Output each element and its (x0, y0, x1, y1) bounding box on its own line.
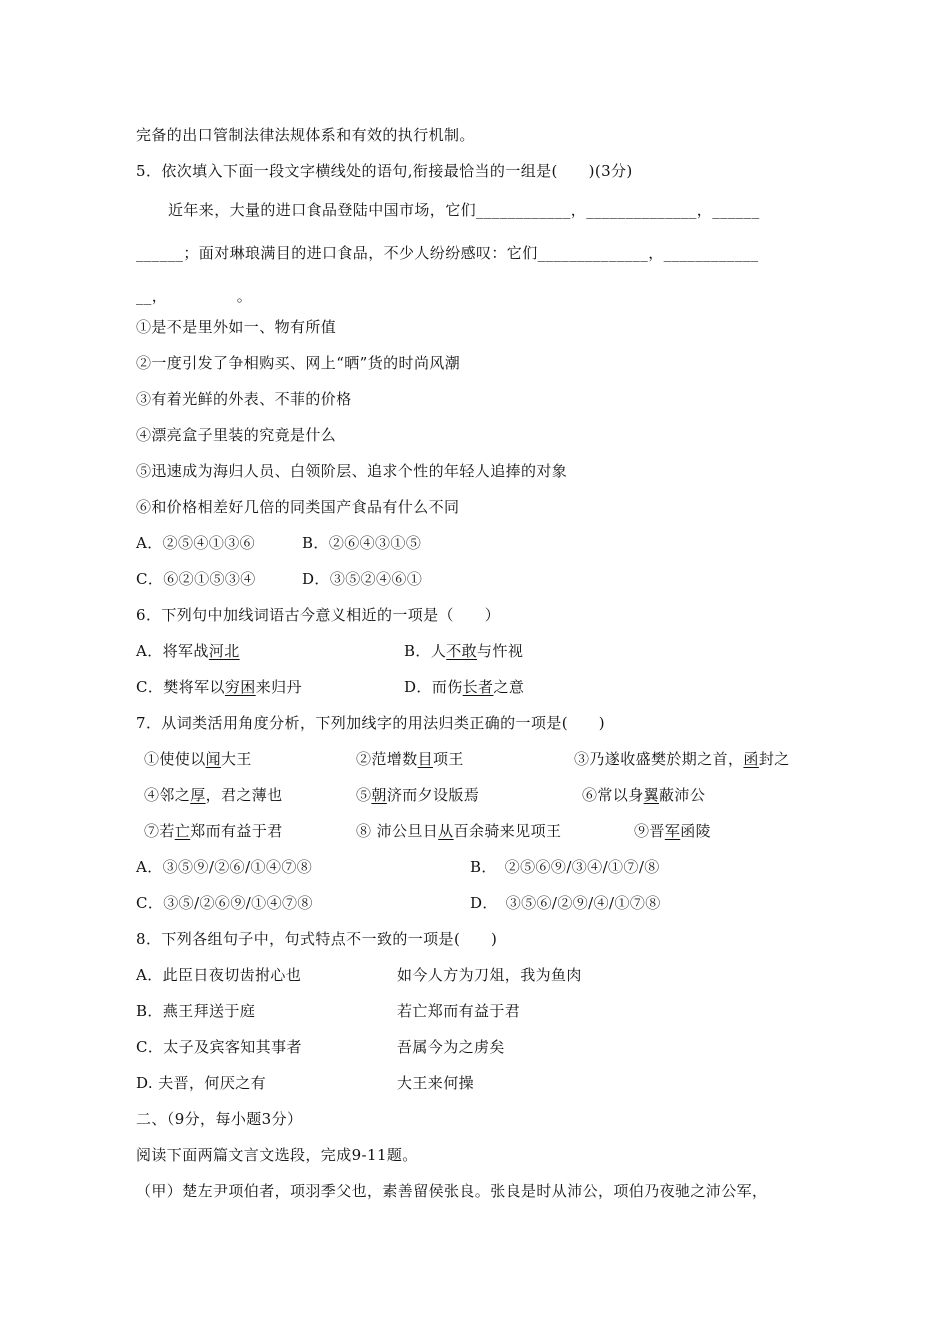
q6-option-d: D．而伤长者之意 (404, 678, 525, 696)
q7-item-8-underlined: 从 (438, 822, 454, 840)
q6-c-underlined-word: 穷困 (224, 678, 256, 696)
q5-paragraph-line-1: 近年来，大量的进口食品登陆中国市场，它们____________，______________，______ (168, 201, 760, 219)
q5-option-c: C．⑥②①⑤③④ (136, 570, 256, 588)
passage-jia-first-line: （甲）楚左尹项伯者，项羽季父也，素善留侯张良。张良是时从沛公，项伯乃夜驰之沛公军， (136, 1182, 768, 1200)
q7-item-5: ⑤朝济而夕设版焉 (356, 786, 480, 804)
q7-item-9: ⑨晋军函陵 (634, 822, 712, 840)
q7-item-2-underlined: 目 (417, 750, 434, 768)
section-2-instruction: 阅读下面两篇文言文选段，完成9-11题。 (136, 1146, 418, 1164)
q7-option-c: C．③⑤/②⑥⑨/①④⑦⑧ (136, 894, 313, 912)
q7-item-6: ⑥常以身翼蔽沛公 (582, 786, 706, 804)
q7-option-d: D． ③⑤⑥/②⑨/④/①⑦⑧ (470, 894, 661, 912)
q5-option-a: A．②⑤④①③⑥ (136, 534, 256, 552)
q7-option-b: B． ②⑤⑥⑨/③④/①⑦/⑧ (470, 858, 660, 876)
q5-option-d: D．③⑤②④⑥① (302, 570, 423, 588)
q6-b-underlined-word: 不敢 (446, 642, 478, 660)
q7-item-6-underlined: 翼 (643, 786, 660, 804)
q7-item-4: ④邻之厚，君之薄也 (144, 786, 283, 804)
q7-item-1: ①使使以闻大王 (144, 750, 252, 768)
section-2-header: 二、（9分，每小题3分） (136, 1110, 303, 1128)
q8-row-d-left: D. 夫晋，何厌之有 (136, 1074, 267, 1092)
q8-row-c-left: C．太子及宾客知其事者 (136, 1038, 302, 1056)
q5-option-b: B．②⑥④③①⑤ (302, 534, 422, 552)
q8-row-a-left: A．此臣日夜切齿拊心也 (136, 966, 302, 984)
q7-item-7-underlined: 亡 (174, 822, 191, 840)
q6-option-b: B．人不敢与忤视 (404, 642, 524, 660)
q6-stem: 6．下列句中加线词语古今意义相近的一项是（ ） (136, 606, 501, 624)
q7-item-2: ②范增数目项王 (356, 750, 464, 768)
q7-option-a: A．③⑤⑨/②⑥/①④⑦⑧ (136, 858, 313, 876)
q7-item-3-underlined: 函 (743, 750, 759, 768)
q6-option-a: A．将军战河北 (136, 642, 240, 660)
q8-stem: 8．下列各组句子中，句式特点不一致的一项是( ) (136, 930, 498, 948)
q8-row-b-right: 若亡郑而有益于君 (397, 1002, 521, 1020)
q5-item-6: ⑥和价格相差好几倍的同类国产食品有什么不同 (136, 498, 460, 516)
q7-item-5-underlined: 朝 (371, 786, 387, 804)
q7-item-7: ⑦若亡郑而有益于君 (144, 822, 283, 840)
q6-d-underlined-word: 长者 (462, 678, 494, 696)
q7-item-4-underlined: 厚 (190, 786, 206, 804)
q8-row-d-right: 大王来何操 (397, 1074, 475, 1092)
q7-item-8: ⑧ 沛公旦日从百余骑来见项王 (356, 822, 562, 840)
q6-option-c: C．樊将军以穷困来归丹 (136, 678, 302, 696)
q5-paragraph-line-3: __， 。 (136, 287, 253, 305)
q7-item-9-underlined: 军 (664, 822, 681, 840)
q8-row-c-right: 吾属今为之虏矣 (397, 1038, 505, 1056)
q5-item-1: ①是不是里外如一、物有所值 (136, 318, 337, 336)
q7-item-3: ③乃遂收盛樊於期之首，函封之 (574, 750, 790, 768)
q5-item-5: ⑤迅速成为海归人员、白领阶层、追求个性的年轻人追捧的对象 (136, 462, 568, 480)
q6-a-underlined-word: 河北 (208, 642, 240, 660)
q5-item-2: ②一度引发了争相购买、网上“晒”货的时尚风潮 (136, 354, 461, 372)
q8-row-b-left: B．燕王拜送于庭 (136, 1002, 256, 1020)
q8-row-a-right: 如今人方为刀俎，我为鱼肉 (397, 966, 582, 984)
q7-stem: 7．从词类活用角度分析，下列加线字的用法归类正确的一项是( ) (136, 714, 606, 732)
q5-stem: 5．依次填入下面一段文字横线处的语句,衔接最恰当的一组是( )(3分) (136, 162, 633, 180)
intro-tail-line: 完备的出口管制法律法规体系和有效的执行机制。 (136, 126, 475, 144)
q7-item-1-underlined: 闻 (205, 750, 222, 768)
q5-item-3: ③有着光鲜的外表、不菲的价格 (136, 390, 352, 408)
q5-item-4: ④漂亮盒子里装的究竟是什么 (136, 426, 337, 444)
q5-paragraph-line-2: ______；面对琳琅满目的进口食品，不少人纷纷感叹：它们______________，____________ (136, 244, 759, 262)
